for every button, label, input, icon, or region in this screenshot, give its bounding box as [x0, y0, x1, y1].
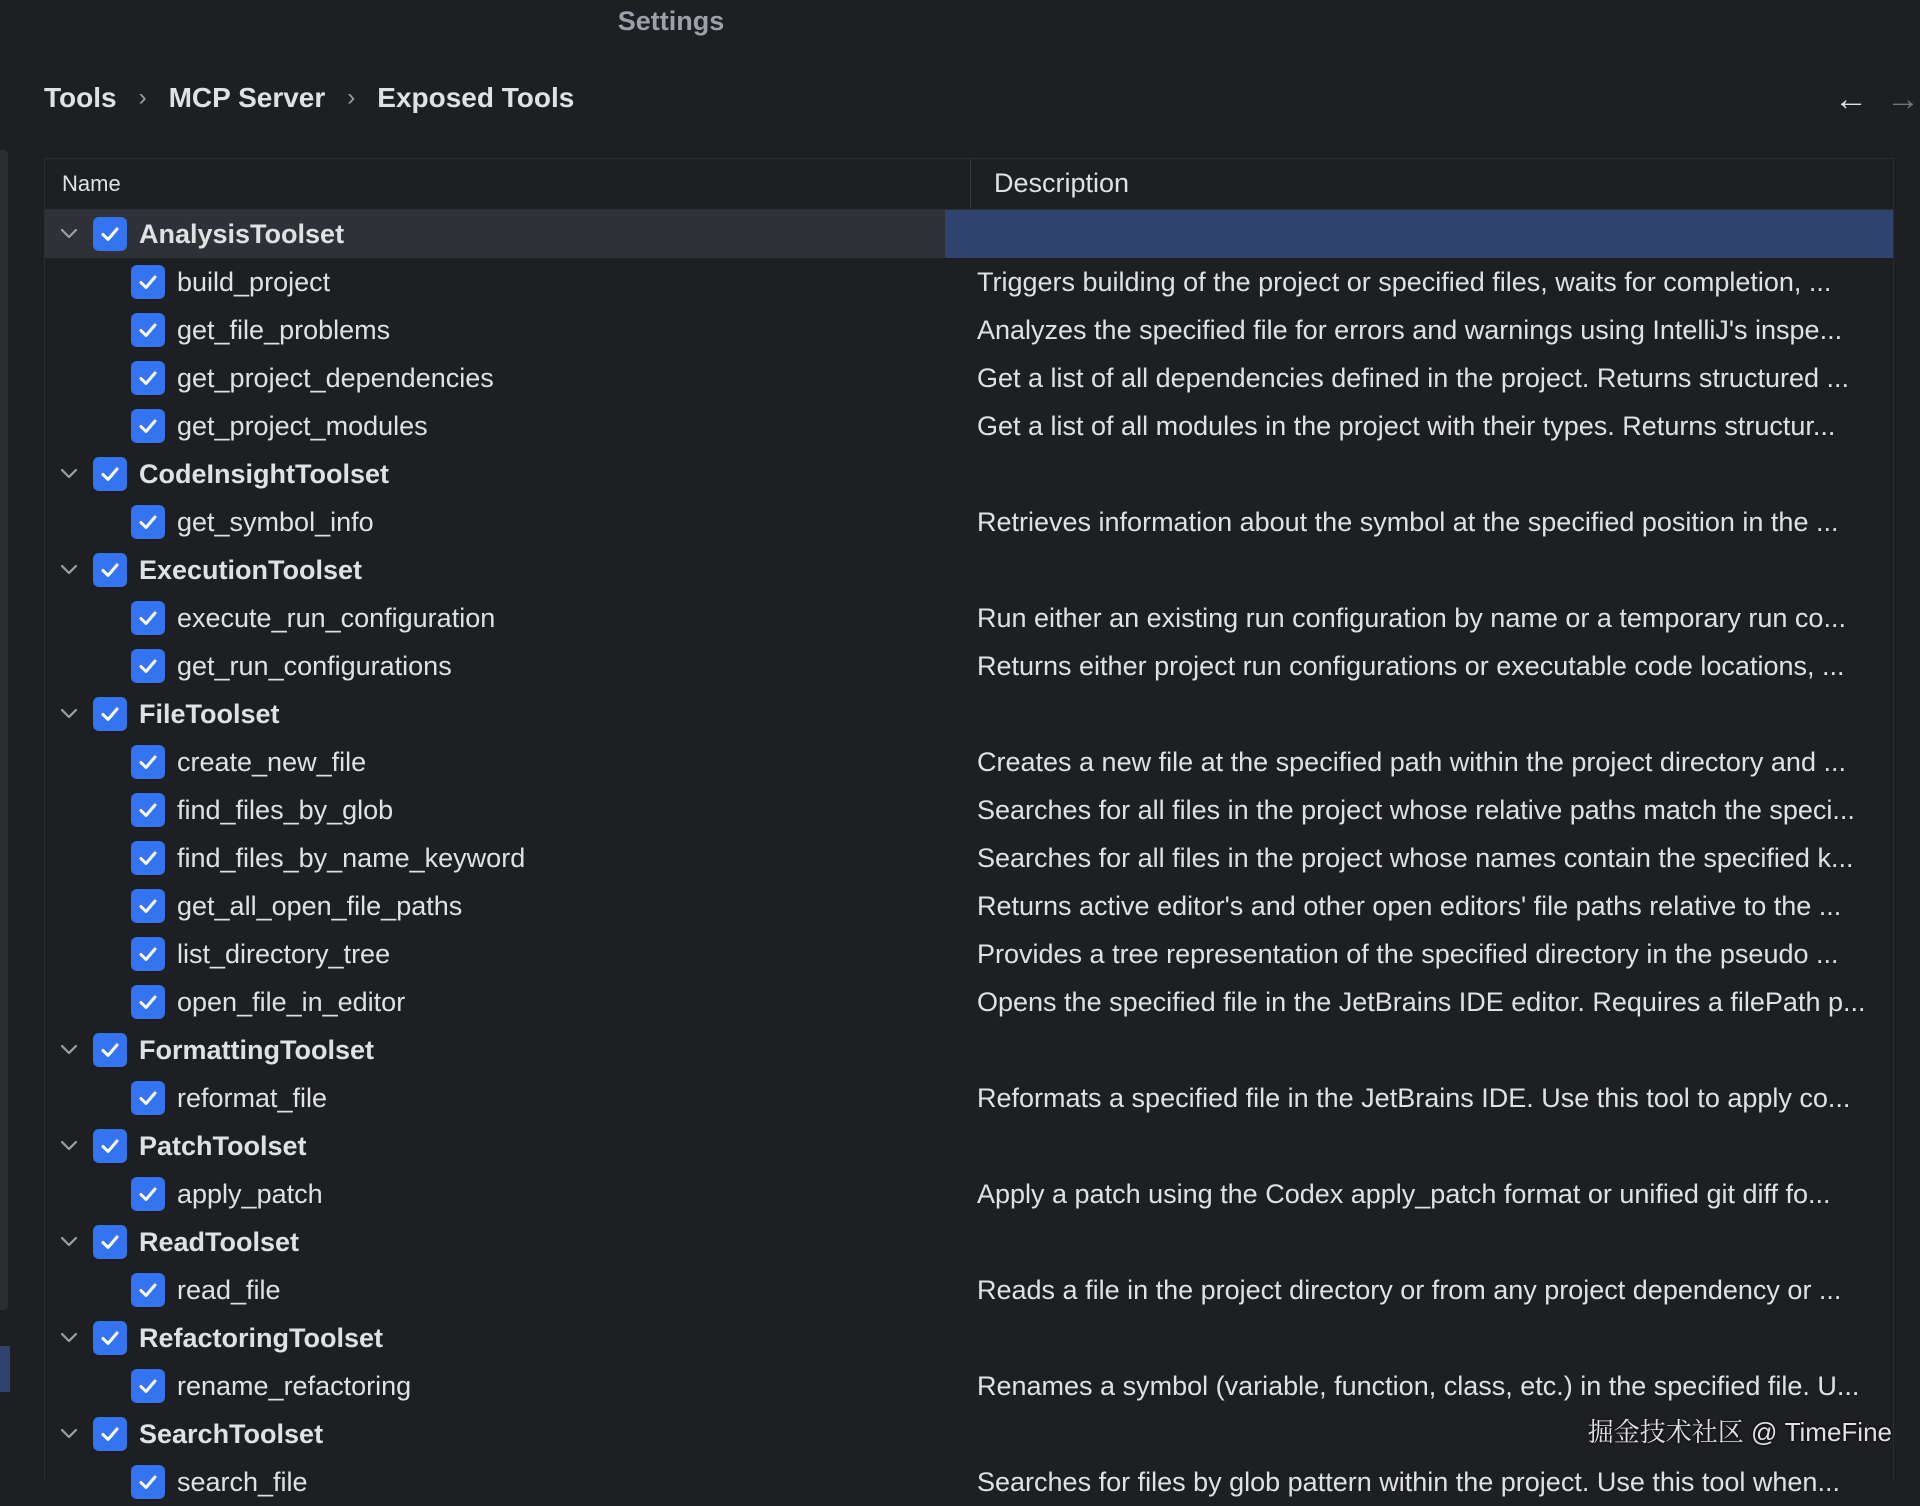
tool-name: list_directory_tree	[177, 939, 391, 969]
tool-description: Run either an existing run configuration by name or a temporary run co...	[977, 603, 1846, 633]
checkmark-icon	[137, 319, 159, 341]
checkmark-icon	[137, 1279, 159, 1301]
toolset-name: RefactoringToolset	[139, 1323, 384, 1353]
tool-row[interactable]	[45, 930, 1893, 978]
tool-description: Get a list of all modules in the project with their types. Returns structur...	[977, 411, 1836, 441]
exposed-tools-table	[44, 158, 1894, 1497]
toolset-name: PatchToolset	[139, 1131, 307, 1161]
checkmark-icon	[99, 1039, 121, 1061]
checkmark-icon	[137, 943, 159, 965]
column-header-name[interactable]: Name	[45, 159, 971, 209]
checkmark-icon	[137, 991, 159, 1013]
column-header-description[interactable]: Description	[994, 168, 1130, 198]
tool-name: apply_patch	[177, 1179, 323, 1209]
toolset-row[interactable]	[45, 546, 1893, 594]
tool-description: Returns active editor's and other open editors' file paths relative to the ...	[977, 891, 1842, 921]
checkmark-icon	[99, 223, 121, 245]
tool-row[interactable]	[45, 1074, 1893, 1122]
arrow-left-icon[interactable]: ←	[1834, 80, 1868, 118]
tool-checkbox[interactable]	[131, 409, 165, 443]
toolset-row[interactable]	[45, 450, 1893, 498]
tool-row[interactable]	[45, 834, 1893, 882]
tool-description: Apply a patch using the Codex apply_patch format or unified git diff fo...	[977, 1179, 1831, 1209]
tool-name: get_run_configurations	[177, 651, 452, 681]
tool-checkbox[interactable]	[131, 505, 165, 539]
toolset-name: ReadToolset	[139, 1227, 300, 1257]
tool-checkbox[interactable]	[131, 313, 165, 347]
tool-row[interactable]	[45, 594, 1893, 642]
tool-row[interactable]	[45, 786, 1893, 834]
tool-description: Analyzes the specified file for errors and warnings using IntelliJ's inspe...	[977, 315, 1843, 345]
breadcrumb	[44, 78, 574, 118]
tool-description: Triggers building of the project or specified files, waits for completion, ...	[977, 267, 1832, 297]
toolset-row[interactable]	[45, 690, 1893, 738]
chevron-down-icon[interactable]	[51, 1320, 87, 1356]
tool-checkbox[interactable]	[131, 793, 165, 827]
checkmark-icon	[99, 463, 121, 485]
chevron-down-icon[interactable]	[51, 552, 87, 588]
tool-name: reformat_file	[177, 1083, 328, 1113]
toolset-checkbox[interactable]	[93, 457, 127, 491]
chevron-down-icon[interactable]	[51, 216, 87, 252]
chevron-down-icon[interactable]	[51, 1416, 87, 1452]
tool-description: Renames a symbol (variable, function, class, etc.) in the specified file. U...	[977, 1371, 1860, 1401]
tool-name: create_new_file	[177, 747, 367, 777]
tool-row[interactable]	[45, 882, 1893, 930]
toolset-checkbox[interactable]	[93, 1417, 127, 1451]
tool-name: find_files_by_name_keyword	[177, 843, 526, 873]
tool-row[interactable]	[45, 1266, 1893, 1314]
tool-name: get_symbol_info	[177, 507, 374, 537]
toolset-name: SearchToolset	[139, 1419, 324, 1449]
tool-name: get_project_modules	[177, 411, 428, 441]
toolset-name: FileToolset	[139, 699, 280, 729]
chevron-down-icon[interactable]	[51, 1128, 87, 1164]
chevron-down-icon[interactable]	[51, 1224, 87, 1260]
checkmark-icon	[99, 1423, 121, 1445]
tool-name: search_file	[177, 1467, 308, 1497]
checkmark-icon	[137, 415, 159, 437]
checkmark-icon	[137, 751, 159, 773]
checkmark-icon	[99, 1327, 121, 1349]
chevron-right-icon: ›	[347, 84, 356, 111]
tool-description: Returns either project run configurations or executable code locations, ...	[977, 651, 1845, 681]
tool-checkbox[interactable]	[131, 1177, 165, 1211]
tool-checkbox[interactable]	[131, 361, 165, 395]
breadcrumb-exposed-tools: Exposed Tools	[377, 82, 575, 113]
tool-checkbox[interactable]	[131, 601, 165, 635]
toolset-checkbox[interactable]	[93, 697, 127, 731]
watermark: 掘金技术社区 @ TimeFine	[1587, 1417, 1892, 1447]
tool-checkbox[interactable]	[131, 841, 165, 875]
tool-name: get_all_open_file_paths	[177, 891, 463, 921]
tool-row[interactable]	[45, 1362, 1893, 1410]
toolset-row[interactable]	[45, 1218, 1893, 1266]
chevron-right-icon: ›	[138, 84, 147, 111]
tool-description: Creates a new file at the specified path within the project directory and ...	[977, 747, 1846, 777]
toolset-checkbox[interactable]	[93, 217, 127, 251]
chevron-down-icon[interactable]	[51, 456, 87, 492]
tool-row[interactable]	[45, 402, 1893, 450]
tool-name: rename_refactoring	[177, 1371, 412, 1401]
tool-description: Searches for files by glob pattern within the project. Use this tool when...	[977, 1467, 1840, 1497]
tool-name: open_file_in_editor	[177, 987, 406, 1017]
tool-description: Get a list of all dependencies defined in the project. Returns structured ...	[977, 363, 1849, 393]
breadcrumb-tools[interactable]: Tools	[44, 82, 117, 113]
table-header	[45, 159, 1893, 210]
checkmark-icon	[137, 367, 159, 389]
checkmark-icon	[137, 799, 159, 821]
tool-row[interactable]	[45, 642, 1893, 690]
tool-description: Reformats a specified file in the JetBrains IDE. Use this tool to apply co...	[977, 1083, 1851, 1113]
tool-row[interactable]	[45, 1458, 1893, 1506]
checkmark-icon	[137, 271, 159, 293]
tool-name: get_project_dependencies	[177, 363, 494, 393]
tool-checkbox[interactable]	[131, 1273, 165, 1307]
tool-checkbox[interactable]	[131, 265, 165, 299]
toolset-checkbox[interactable]	[93, 1321, 127, 1355]
tool-name: build_project	[177, 267, 331, 297]
tool-description: Retrieves information about the symbol at the specified position in the ...	[977, 507, 1839, 537]
table-body	[45, 210, 1893, 1506]
toolset-name: FormattingToolset	[139, 1035, 374, 1065]
tool-checkbox[interactable]	[131, 745, 165, 779]
tool-row[interactable]	[45, 258, 1893, 306]
tool-checkbox[interactable]	[131, 649, 165, 683]
tool-row[interactable]	[45, 1170, 1893, 1218]
navigation-arrows	[1834, 80, 1920, 124]
toolset-name: CodeInsightToolset	[139, 459, 389, 489]
tool-checkbox[interactable]	[131, 1465, 165, 1499]
left-panel-selection	[0, 1346, 10, 1392]
toolset-checkbox[interactable]	[93, 1225, 127, 1259]
tool-checkbox[interactable]	[131, 937, 165, 971]
arrow-right-icon[interactable]: →	[1886, 80, 1920, 118]
checkmark-icon	[99, 703, 121, 725]
toolset-checkbox[interactable]	[93, 1129, 127, 1163]
tool-checkbox[interactable]	[131, 889, 165, 923]
tool-row[interactable]	[45, 354, 1893, 402]
checkmark-icon	[137, 847, 159, 869]
tool-row[interactable]	[45, 738, 1893, 786]
toolset-checkbox[interactable]	[93, 1033, 127, 1067]
checkmark-icon	[99, 1135, 121, 1157]
tool-name: find_files_by_glob	[177, 795, 394, 825]
tool-description: Searches for all files in the project whose names contain the specified k...	[977, 843, 1854, 873]
tool-checkbox[interactable]	[131, 1369, 165, 1403]
toolset-row[interactable]	[45, 1026, 1893, 1074]
checkmark-icon	[137, 607, 159, 629]
checkmark-icon	[137, 655, 159, 677]
window-title-bar	[0, 0, 1916, 48]
toolset-name: AnalysisToolset	[139, 219, 345, 249]
row-selection-description	[945, 210, 1893, 258]
toolset-row[interactable]	[45, 1122, 1893, 1170]
checkmark-icon	[137, 1375, 159, 1397]
checkmark-icon	[99, 559, 121, 581]
tool-name: execute_run_configuration	[177, 603, 496, 633]
toolset-name: ExecutionToolset	[139, 555, 363, 585]
checkmark-icon	[137, 1471, 159, 1493]
toolset-row[interactable]	[45, 210, 1893, 258]
tool-row[interactable]	[45, 498, 1893, 546]
toolset-checkbox[interactable]	[93, 553, 127, 587]
tool-checkbox[interactable]	[131, 1081, 165, 1115]
chevron-down-icon[interactable]	[51, 696, 87, 732]
tool-description: Reads a file in the project directory or from any project dependency or ...	[977, 1275, 1842, 1305]
left-panel-edge	[0, 150, 8, 1310]
breadcrumb-mcp-server[interactable]: MCP Server	[168, 82, 326, 113]
chevron-down-icon[interactable]	[51, 1032, 87, 1068]
tool-name: read_file	[177, 1275, 281, 1305]
checkmark-icon	[99, 1231, 121, 1253]
tool-name: get_file_problems	[177, 315, 391, 345]
tool-description: Opens the specified file in the JetBrains IDE editor. Requires a filePath p...	[977, 987, 1866, 1017]
checkmark-icon	[137, 1183, 159, 1205]
tool-description: Searches for all files in the project whose relative paths match the speci...	[977, 795, 1855, 825]
toolset-row[interactable]	[45, 1314, 1893, 1362]
checkmark-icon	[137, 895, 159, 917]
tool-row[interactable]	[45, 306, 1893, 354]
checkmark-icon	[137, 511, 159, 533]
checkmark-icon	[137, 1087, 159, 1109]
window-title: Settings	[617, 6, 725, 36]
tool-row[interactable]	[45, 978, 1893, 1026]
tool-checkbox[interactable]	[131, 985, 165, 1019]
tool-description: Provides a tree representation of the specified directory in the pseudo ...	[977, 939, 1839, 969]
